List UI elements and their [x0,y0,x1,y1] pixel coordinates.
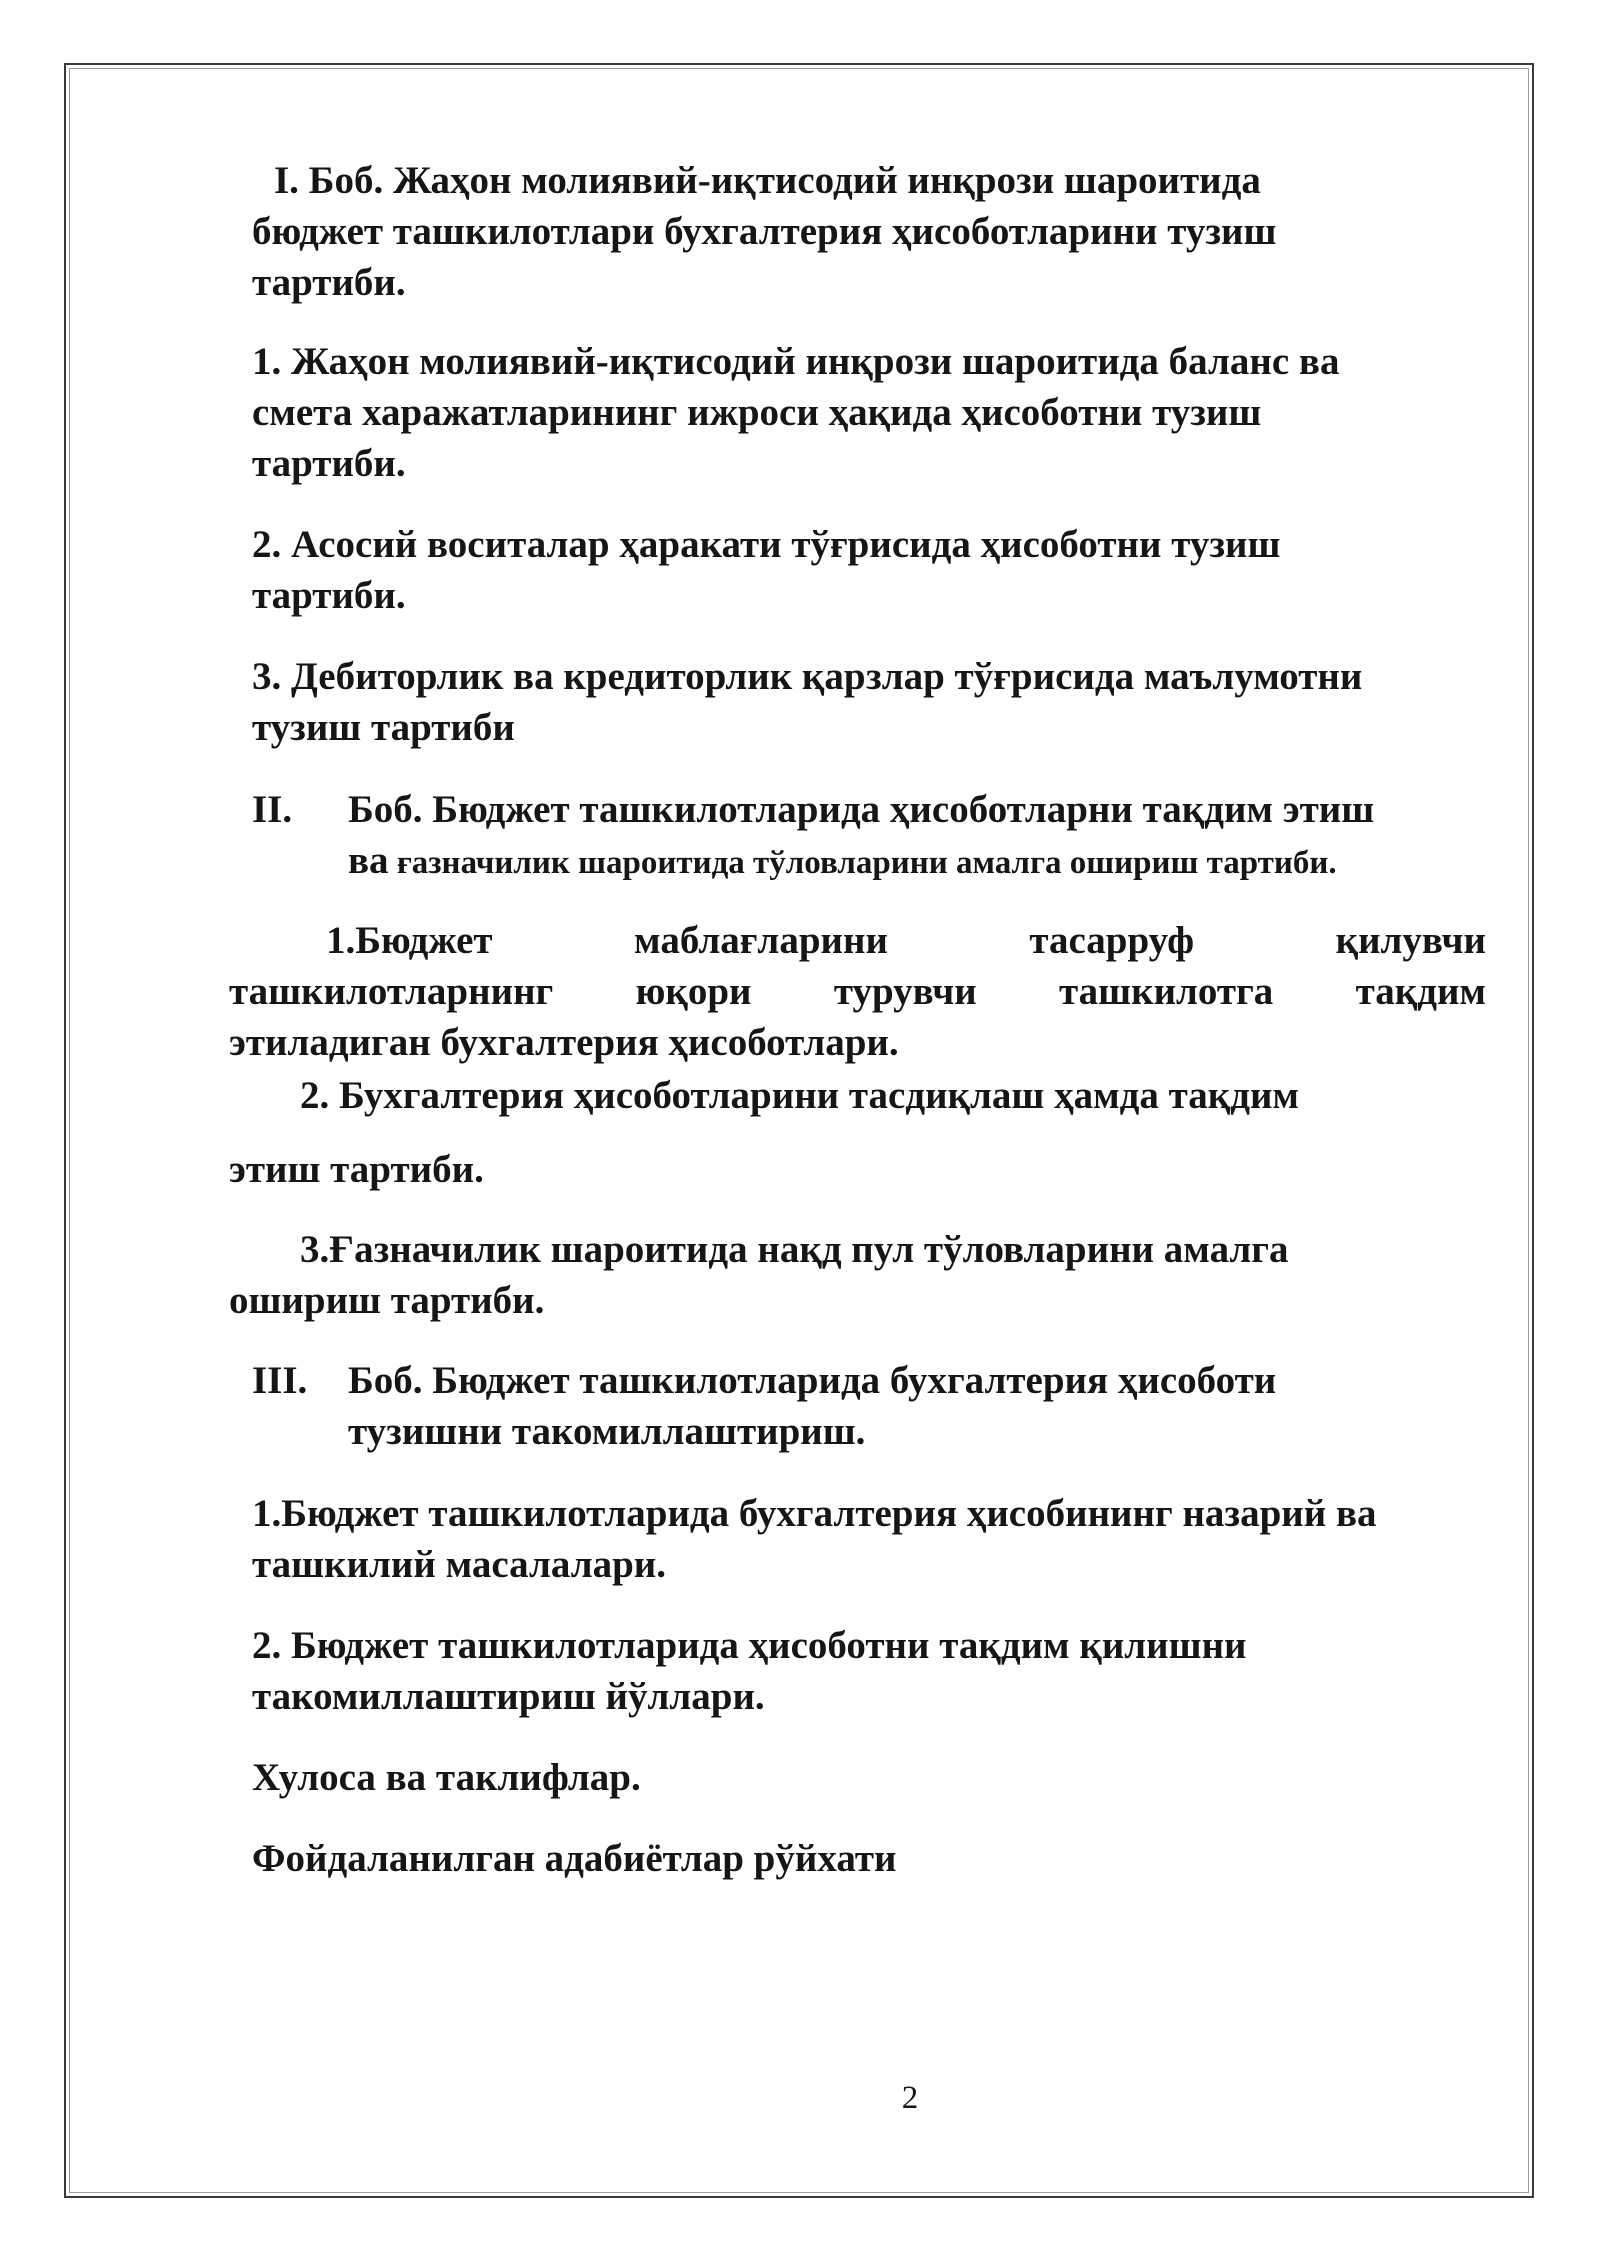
ch1-item-1-line-3: тартиби. [252,442,406,485]
ch2-item-1-word: 1.Бюджет [326,919,493,962]
chapter-1-title-line-2: бюджет ташкилотлари бухгалтерия ҳисоботларини тузиш [252,210,1277,253]
ch3-item-2-line-2: такомиллаштириш йўллари. [252,1675,765,1718]
chapter-3-title-line-1: Боб. Бюджет ташкилотларида бухгалтерия ҳисоботи [348,1359,1277,1402]
ch2-item-2-line-2: этиш тартиби. [229,1148,484,1191]
chapter-2-title-rest: ғазначилик шароитида тўловларини амалга ошириш тартиби. [388,845,1337,881]
ch2-item-1-line-1 [326,915,1486,966]
ch2-item-1-word: ташкилотларнинг [229,970,554,1013]
chapter-2-title-line-2 [348,835,1337,889]
ch2-item-3-line-1: 3.Ғазначилик шароитида нақд пул тўловларини амалга [300,1228,1289,1271]
ch3-item-2-line-1: 2. Бюджет ташкилотларида ҳисоботни тақдим қилишни [252,1624,1247,1667]
ch2-item-2-line-1: 2. Бухгалтерия ҳисоботларини тасдиқлаш ҳамда тақдим [300,1074,1299,1117]
ch2-item-1-word: турувчи [833,970,977,1013]
ch2-item-1-word: қилувчи [1335,919,1486,962]
ch1-item-3-line-2: тузиш тартиби [252,706,515,749]
ch2-item-1-word: ташкилотга [1059,970,1274,1013]
ch2-item-1-word: маблағларини [634,919,888,962]
ch1-item-1-line-1: 1. Жаҳон молиявий-иқтисодий инқрози шароитида баланс ва [252,340,1340,383]
ch3-item-1-line-1: 1.Бюджет ташкилотларида бухгалтерия ҳисобининг назарий ва [252,1492,1377,1535]
ch3-item-1-line-2: ташкилий масалалари. [252,1543,667,1586]
chapter-3-numeral: III. [252,1359,308,1402]
conclusion-entry: Хулоса ва таклифлар. [252,1756,641,1799]
ch1-item-2-line-2: тартиби. [252,574,406,617]
ch2-item-1-word: тасарруф [1029,919,1195,962]
ch2-item-1-line-3: этиладиган бухгалтерия ҳисоботлари. [229,1021,899,1064]
chapter-1-title-line-3: тартиби. [252,261,406,304]
ch2-item-3-line-2: ошириш тартиби. [229,1279,545,1322]
ch2-item-1-line-2 [229,966,1486,1017]
ch2-item-1-word: юқори [635,970,752,1013]
page-number: 2 [901,2080,919,2116]
chapter-3-title-line-2: тузишни такомиллаштириш. [348,1410,866,1453]
ch1-item-1-line-2: смета харажатларининг ижроси ҳақида ҳисоботни тузиш [252,391,1262,434]
ch1-item-3-line-1: 3. Дебиторлик ва кредиторлик қарзлар тўғрисида маълумотни [252,655,1363,698]
chapter-2-title-line-1: Боб. Бюджет ташкилотларида ҳисоботларни тақдим этиш [348,788,1375,831]
chapter-2-title-lead-word: ва [348,839,389,882]
ch1-item-2-line-1: 2. Асосий воситалар ҳаракати тўғрисида ҳисоботни тузиш [252,523,1281,566]
ch2-item-1-word: тақдим [1355,970,1486,1013]
chapter-2-numeral: II. [252,788,293,831]
references-entry: Фойдаланилган адабиётлар рўйхати [252,1837,897,1880]
chapter-1-title-line-1: I. Боб. Жаҳон молиявий-иқтисодий инқрози шароитида [274,159,1261,202]
